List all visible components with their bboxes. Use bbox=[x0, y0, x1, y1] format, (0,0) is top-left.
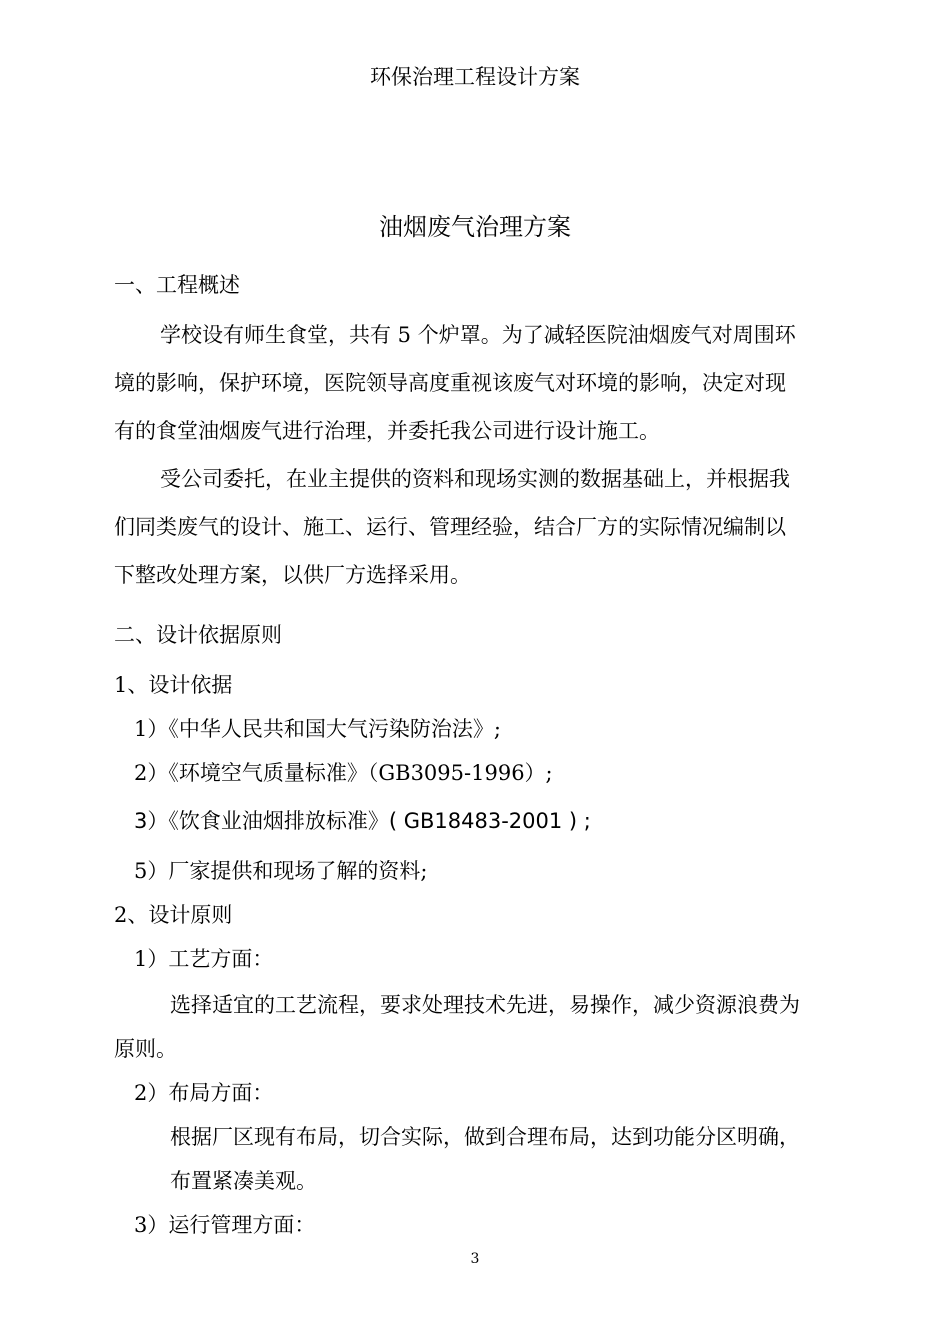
principle-heading-process: 1）工艺方面： bbox=[134, 947, 274, 971]
subsection-heading-principle: 2、设计原则 bbox=[114, 903, 233, 927]
principle-heading-layout: 2）布局方面： bbox=[134, 1081, 274, 1105]
document-title: 油烟废气治理方案 bbox=[379, 213, 571, 241]
basis-item: 3）《饮食业油烟排放标准》( GB18483-2001 ) ; bbox=[134, 809, 591, 833]
paragraph-line: 有的食堂油烟废气进行治理，并委托我公司进行设计施工。 bbox=[114, 419, 660, 443]
basis-item: 1）《中华人民共和国大气污染防治法》; bbox=[134, 717, 501, 741]
paragraph-line: 受公司委托，在业主提供的资料和现场实测的数据基础上，并根据我 bbox=[160, 467, 790, 491]
paragraph-line: 选择适宜的工艺流程，要求处理技术先进，易操作，减少资源浪费为 bbox=[170, 993, 800, 1017]
paragraph-line: 布置紧凑美观。 bbox=[170, 1169, 317, 1193]
principle-heading-operation: 3）运行管理方面： bbox=[134, 1213, 316, 1237]
page-number: 3 bbox=[470, 1251, 480, 1267]
paragraph-line: 根据厂区现有布局，切合实际，做到合理布局，达到功能分区明确， bbox=[170, 1125, 800, 1149]
basis-item: 2）《环境空气质量标准》（GB3095-1996）; bbox=[134, 761, 553, 785]
page-header: 环保治理工程设计方案 bbox=[370, 65, 580, 89]
subsection-heading-basis: 1、设计依据 bbox=[114, 673, 233, 697]
section-heading-design: 二、设计依据原则 bbox=[114, 623, 282, 647]
paragraph-line: 们同类废气的设计、施工、运行、管理经验，结合厂方的实际情况编制以 bbox=[114, 515, 786, 539]
paragraph-line: 原则。 bbox=[114, 1037, 177, 1061]
paragraph-line: 境的影响，保护环境，医院领导高度重视该废气对环境的影响，决定对现 bbox=[114, 371, 786, 395]
paragraph-line: 学校设有师生食堂，共有 5 个炉罩。为了减轻医院油烟废气对周围环 bbox=[160, 323, 796, 347]
basis-item: 5）厂家提供和现场了解的资料; bbox=[134, 859, 428, 883]
section-heading-overview: 一、工程概述 bbox=[114, 273, 240, 297]
paragraph-line: 下整改处理方案，以供厂方选择采用。 bbox=[114, 563, 471, 587]
